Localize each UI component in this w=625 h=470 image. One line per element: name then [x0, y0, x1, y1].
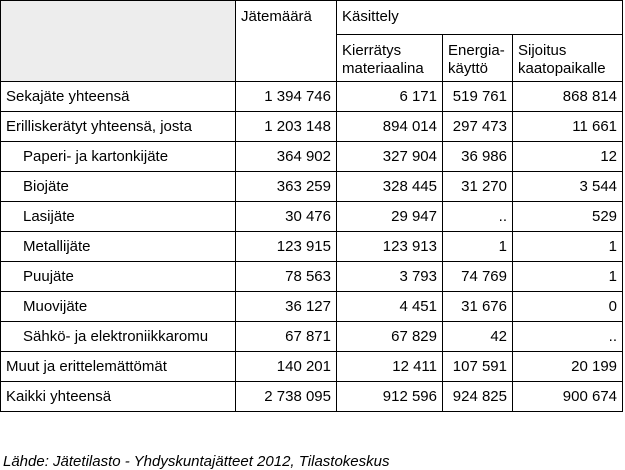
- cell-landfill: 11 661: [513, 112, 623, 142]
- cell-total: 123 915: [236, 232, 337, 262]
- cell-recycling: 3 793: [337, 262, 443, 292]
- cell-total: 1 203 148: [236, 112, 337, 142]
- cell-landfill: ..: [513, 322, 623, 352]
- cell-recycling: 29 947: [337, 202, 443, 232]
- cell-energy: 31 676: [443, 292, 513, 322]
- table-row: [1, 322, 623, 352]
- cell-total: 140 201: [236, 352, 337, 382]
- header-energy-line1: Energia-: [448, 42, 505, 59]
- table-row: [1, 382, 623, 412]
- cell-landfill: 868 814: [513, 82, 623, 112]
- cell-energy: 297 473: [443, 112, 513, 142]
- row-label: Sähkö- ja elektroniikkaromu: [1, 322, 236, 352]
- cell-recycling: 4 451: [337, 292, 443, 322]
- cell-landfill: 900 674: [513, 382, 623, 412]
- row-label: Puujäte: [1, 262, 236, 292]
- cell-total: 2 738 095: [236, 382, 337, 412]
- header-recycling-line1: Kierrätys: [342, 42, 402, 59]
- header-total: Jätemäärä: [236, 1, 337, 82]
- cell-energy: 924 825: [443, 382, 513, 412]
- cell-landfill: 529: [513, 202, 623, 232]
- cell-landfill: 1: [513, 232, 623, 262]
- cell-landfill: 0: [513, 292, 623, 322]
- cell-energy: 36 986: [443, 142, 513, 172]
- row-label: Erilliskerätyt yhteensä, josta: [1, 112, 236, 142]
- table-body: [1, 82, 623, 412]
- row-label: Paperi- ja kartonkijäte: [1, 142, 236, 172]
- cell-energy: 107 591: [443, 352, 513, 382]
- cell-recycling: 894 014: [337, 112, 443, 142]
- header-corner-cell: [1, 1, 236, 82]
- header-energy-line2: käyttö: [448, 60, 489, 77]
- cell-energy: 31 270: [443, 172, 513, 202]
- header-energy: [443, 35, 513, 82]
- cell-total: 30 476: [236, 202, 337, 232]
- header-recycling-line2: materiaalina: [342, 60, 424, 77]
- table-row: [1, 202, 623, 232]
- cell-recycling: 6 171: [337, 82, 443, 112]
- cell-total: 364 902: [236, 142, 337, 172]
- table-row: [1, 352, 623, 382]
- header-recycling: [337, 35, 443, 82]
- cell-landfill: 12: [513, 142, 623, 172]
- header-landfill-line2: kaatopaikalle: [518, 60, 606, 77]
- cell-energy: 42: [443, 322, 513, 352]
- header-landfill: [513, 35, 623, 82]
- table-row: [1, 112, 623, 142]
- row-label: Sekajäte yhteensä: [1, 82, 236, 112]
- row-label: Biojäte: [1, 172, 236, 202]
- table-row: [1, 262, 623, 292]
- cell-total: 363 259: [236, 172, 337, 202]
- cell-recycling: 123 913: [337, 232, 443, 262]
- row-label: Muut ja erittelemättömät: [1, 352, 236, 382]
- row-label: Lasijäte: [1, 202, 236, 232]
- table-row: [1, 292, 623, 322]
- table-row: [1, 172, 623, 202]
- header-group: Käsittely: [337, 1, 623, 35]
- cell-total: 67 871: [236, 322, 337, 352]
- cell-landfill: 20 199: [513, 352, 623, 382]
- row-label: Kaikki yhteensä: [1, 382, 236, 412]
- cell-recycling: 912 596: [337, 382, 443, 412]
- cell-recycling: 327 904: [337, 142, 443, 172]
- table-row: [1, 142, 623, 172]
- cell-energy: ..: [443, 202, 513, 232]
- cell-recycling: 12 411: [337, 352, 443, 382]
- cell-total: 78 563: [236, 262, 337, 292]
- cell-energy: 519 761: [443, 82, 513, 112]
- table-header: [1, 1, 623, 82]
- cell-recycling: 67 829: [337, 322, 443, 352]
- header-row-top: [1, 1, 623, 35]
- cell-total: 36 127: [236, 292, 337, 322]
- table-row: [1, 82, 623, 112]
- cell-landfill: 1: [513, 262, 623, 292]
- row-label: Metallijäte: [1, 232, 236, 262]
- row-label: Muovijäte: [1, 292, 236, 322]
- cell-total: 1 394 746: [236, 82, 337, 112]
- source-note: Lähde: Jätetilasto - Yhdyskuntajätteet 2012, Tilastokeskus: [3, 453, 390, 470]
- cell-recycling: 328 445: [337, 172, 443, 202]
- table-row: [1, 232, 623, 262]
- header-landfill-line1: Sijoitus: [518, 42, 567, 59]
- cell-energy: 74 769: [443, 262, 513, 292]
- cell-energy: 1: [443, 232, 513, 262]
- cell-landfill: 3 544: [513, 172, 623, 202]
